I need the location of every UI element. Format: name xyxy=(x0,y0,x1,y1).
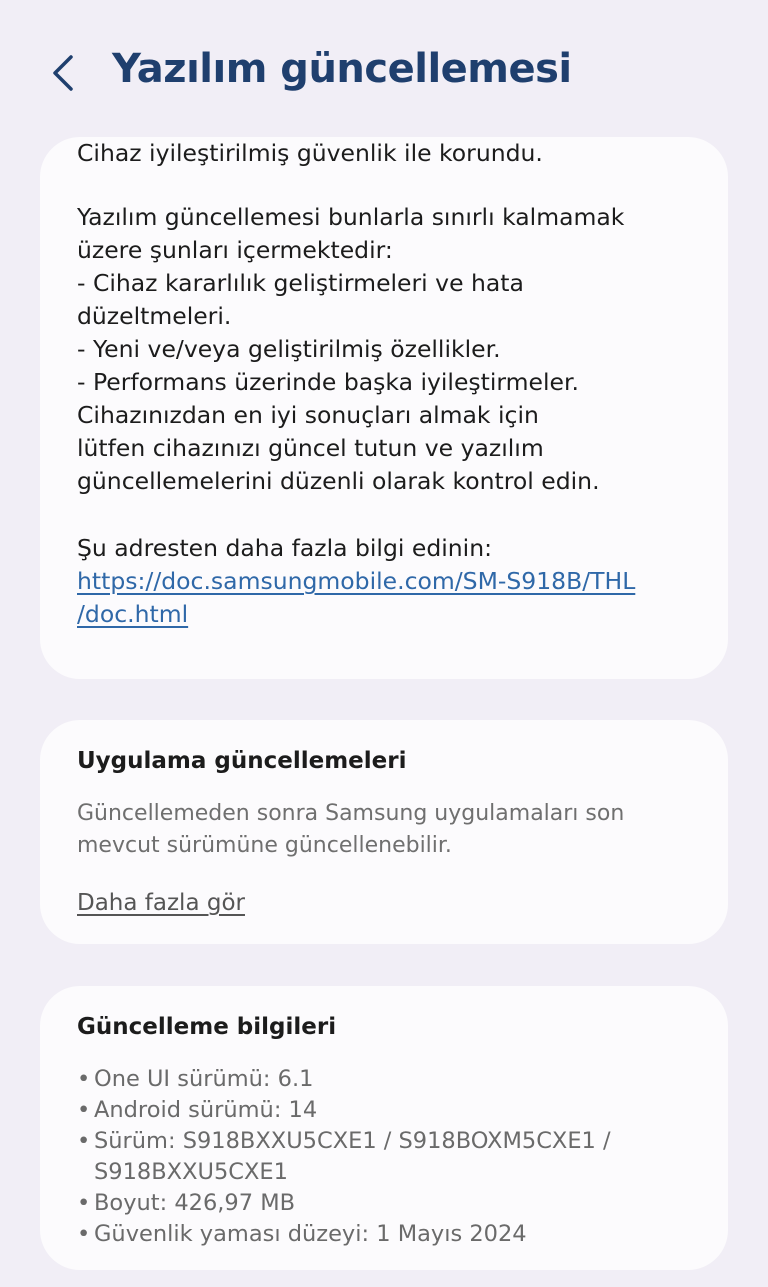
app-updates-description-line: Güncellemeden sonra Samsung uygulamaları son xyxy=(77,801,625,826)
bullet-icon: • xyxy=(77,1128,91,1154)
chevron-left-icon xyxy=(49,53,77,93)
release-notes-summary-line: üzere şunları içermektedir: xyxy=(77,236,393,264)
bullet-icon: • xyxy=(77,1097,91,1123)
release-notes-intro: Cihaz iyileştirilmiş güvenlik ile korundu. xyxy=(77,139,543,167)
info-line-build-version-continued xyxy=(77,1157,288,1188)
info-line-text: Sürüm: S918BXXU5CXE1 / S918BOXM5CXE1 / xyxy=(94,1128,611,1154)
release-notes-item: - Cihaz kararlılık geliştirmeleri ve hata xyxy=(77,269,524,297)
info-line-build-version xyxy=(77,1126,611,1157)
app-updates-title: Uygulama güncellemeleri xyxy=(77,748,407,774)
info-line-android-version xyxy=(77,1095,317,1126)
bullet-icon: • xyxy=(77,1221,91,1247)
info-line-text: Güvenlik yaması düzeyi: 1 Mayıs 2024 xyxy=(94,1221,527,1247)
app-header xyxy=(0,0,768,140)
release-notes-advice-line: güncellemelerini düzenli olarak kontrol edin. xyxy=(77,467,600,495)
update-info-title: Güncelleme bilgileri xyxy=(77,1014,337,1040)
release-notes-advice-line: Cihazınızdan en iyi sonuçları almak için xyxy=(77,401,539,429)
release-notes-summary-line: Yazılım güncellemesi bunlarla sınırlı kalmamak xyxy=(77,203,625,231)
release-notes-advice-line: lütfen cihazınızı güncel tutun ve yazılım xyxy=(77,434,544,462)
info-line-one-ui-version xyxy=(77,1064,313,1095)
more-info-label: Şu adresten daha fazla bilgi edinin: xyxy=(77,534,493,562)
details-link[interactable]: https://doc.samsungmobile.com/SM-S918B/THL xyxy=(77,567,636,595)
see-more-link[interactable]: Daha fazla gör xyxy=(77,890,245,916)
back-button[interactable] xyxy=(40,48,86,98)
release-notes-card xyxy=(40,137,728,679)
release-notes-item: - Performans üzerinde başka iyileştirmeler. xyxy=(77,368,579,396)
info-line-text: Android sürümü: 14 xyxy=(94,1097,318,1123)
page-title: Yazılım güncellemesi xyxy=(112,46,572,92)
info-line-text: S918BXXU5CXE1 xyxy=(94,1159,288,1185)
release-notes-item: - Yeni ve/veya geliştirilmiş özellikler. xyxy=(77,335,501,363)
bullet-icon: • xyxy=(77,1066,91,1092)
release-notes-item: düzeltmeleri. xyxy=(77,302,232,330)
info-line-text: Boyut: 426,97 MB xyxy=(94,1190,296,1216)
details-link-continued[interactable]: /doc.html xyxy=(77,600,189,628)
app-updates-card xyxy=(40,720,728,944)
info-line-security-patch xyxy=(77,1219,527,1250)
info-line-size xyxy=(77,1188,295,1219)
bullet-icon: • xyxy=(77,1190,91,1216)
info-line-text: One UI sürümü: 6.1 xyxy=(94,1066,314,1092)
app-updates-description-line: mevcut sürümüne güncellenebilir. xyxy=(77,833,452,858)
update-info-card xyxy=(40,986,728,1270)
